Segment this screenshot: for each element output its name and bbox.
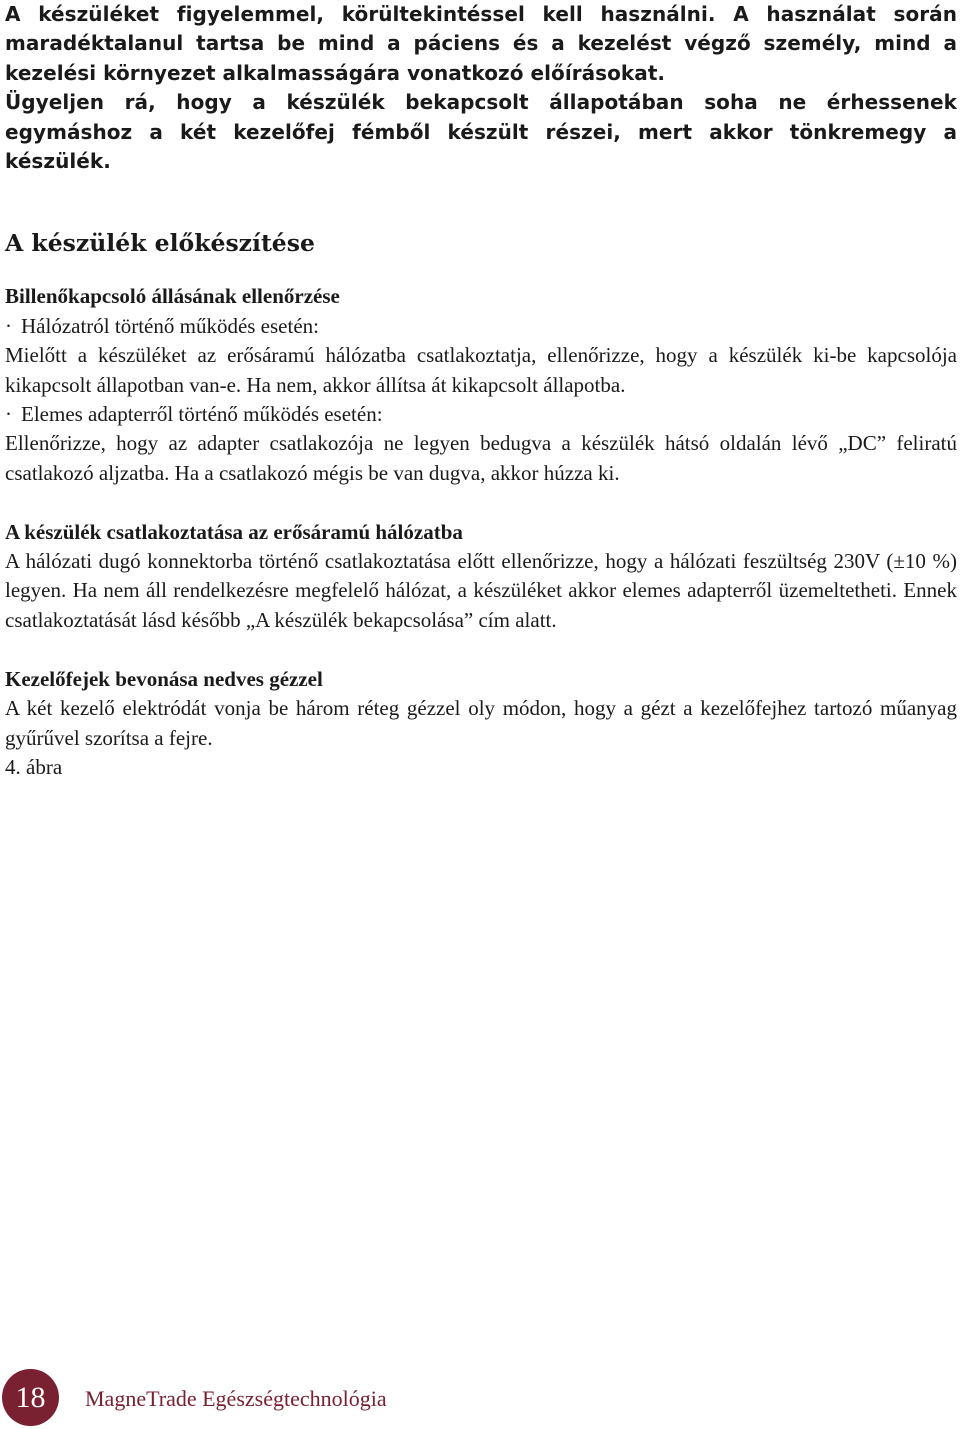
bullet-text: Hálózatról történő működés esetén: xyxy=(21,313,319,338)
paragraph-battery-operation: Ellenőrizze, hogy az adapter csatlakozója ne legyen bedugva a készülék hátsó oldalán lévő „DC” feliratú csatlakozó aljzatba. Ha a csatlakozó mégis be van dugva, akkor húzza ki. xyxy=(5,431,957,485)
section-heading-switch: Billenőkapcsoló állásának ellenőrzése xyxy=(5,284,340,309)
bullet-mains-operation xyxy=(5,312,957,341)
footer-brand: MagneTrade Egészségtechnológia xyxy=(85,1386,387,1411)
section-heading-gauze: Kezelőfejek bevonása nedves gézzel xyxy=(5,666,323,691)
bullet-battery-operation xyxy=(5,400,957,429)
bullet-dot-icon: · xyxy=(5,313,12,338)
warning-paragraph-electrodes: Ügyeljen rá, hogy a készülék bekapcsolt állapotában soha ne érhessenek egymáshoz a két kezelőfej fémből készült részei, mert akkor tönkremegy a készülék. xyxy=(5,90,957,174)
bullet-text: Elemes adapterről történő működés esetén: xyxy=(21,402,383,427)
page-content xyxy=(5,0,957,782)
section-title: A készülék előkészítése xyxy=(5,229,315,258)
paragraph-mains-operation: Mielőtt a készüléket az erősáramú hálózatba csatlakoztatja, ellenőrizze, hogy a készülék ki-be kapcsolója kikapcsolt állapotban van-e. Ha nem, akkor állítsa át kikapcsolt állapotba. xyxy=(5,343,957,397)
section-heading-mains: A készülék csatlakoztatása az erősáramú hálózatba xyxy=(5,519,463,544)
figure-reference: 4. ábra xyxy=(5,754,63,779)
section-mains-connection xyxy=(5,518,957,636)
page-footer xyxy=(0,1369,960,1429)
bullet-dot-icon: · xyxy=(5,402,12,427)
page-number-badge: 18 xyxy=(2,1369,59,1426)
section-gauze-coating xyxy=(5,665,957,783)
warning-paragraph-usage: A készüléket figyelemmel, körültekintéssel kell használni. A használat során maradéktalanul tartsa be mind a páciens és a kezelést végző személy, mind a kezelési környezet alkalmasságára vonatkozó előírásokat. xyxy=(5,2,957,85)
section-switch-check xyxy=(5,282,957,488)
paragraph-mains-connection: A hálózati dugó konnektorba történő csatlakoztatása előtt ellenőrizze, hogy a hálózati feszültség 230V (±10 %) legyen. Ha nem áll rendelkezésre megfelelő hálózat, a készüléket akkor elemes adapterről üzemeltetheti. Ennek csatlakoztatását lásd később „A készülék bekapcsolása” cím alatt. xyxy=(5,549,957,632)
paragraph-gauze-coating: A két kezelő elektródát vonja be három réteg gézzel oly módon, hogy a gézt a kezelőfejhez tartozó műanyag gyűrűvel szorítsa a fejre. xyxy=(5,696,957,750)
